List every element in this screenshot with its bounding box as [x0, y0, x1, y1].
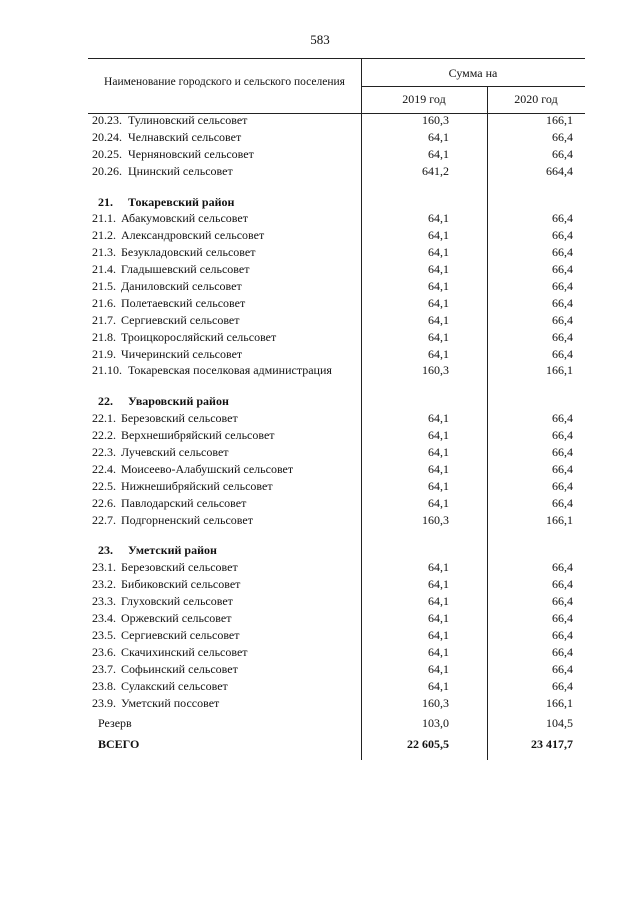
table-row	[88, 261, 585, 278]
value-2019: 64,1	[428, 428, 449, 443]
value-2019: 64,1	[428, 627, 449, 642]
value-2019: 64,1	[428, 461, 449, 476]
settlement-name: Безукладовский сельсовет	[121, 245, 256, 260]
value-2020: 66,4	[552, 129, 573, 144]
value-2019: 64,1	[428, 678, 449, 693]
table-row	[88, 644, 585, 661]
row-number: 23.8.	[92, 678, 116, 693]
value-2019: 64,1	[428, 245, 449, 260]
section-heading-row	[88, 542, 585, 559]
row-number: 20.25.	[92, 146, 122, 161]
value-2019: 64,1	[428, 279, 449, 294]
value-2020: 66,4	[552, 661, 573, 676]
value-2020: 66,4	[552, 445, 573, 460]
settlement-name: Березовский сельсовет	[121, 560, 238, 575]
settlement-name: Сергиевский сельсовет	[121, 627, 240, 642]
settlement-name: Глуховский сельсовет	[121, 594, 233, 609]
row-number: 22.4.	[92, 461, 116, 476]
table-row	[88, 129, 585, 146]
row-number: 21.4.	[92, 262, 116, 277]
row-number: 21.2.	[92, 228, 116, 243]
name-column-header: Наименование городского и сельского поселения	[104, 76, 345, 88]
row-number: 21.6.	[92, 295, 116, 310]
year-2020-header: 2020 год	[514, 92, 558, 106]
settlement-name: Резерв	[98, 716, 132, 731]
row-number: 22.1.	[92, 411, 116, 426]
row-number: 21.9.	[92, 346, 116, 361]
value-2019: 64,1	[428, 594, 449, 609]
value-2020: 66,4	[552, 678, 573, 693]
value-2020: 23 417,7	[531, 737, 573, 752]
settlement-name: Даниловский сельсовет	[121, 279, 242, 294]
table-row	[88, 512, 585, 529]
value-2020: 66,4	[552, 577, 573, 592]
settlement-name: Верхнешибряйский сельсовет	[121, 428, 275, 443]
settlement-name: Уметский район	[128, 543, 217, 558]
table-row	[88, 559, 585, 576]
value-2020: 66,4	[552, 428, 573, 443]
value-2019: 103,0	[422, 716, 449, 731]
settlement-name: Подгорненский сельсовет	[121, 512, 253, 527]
value-2019: 64,1	[428, 346, 449, 361]
row-number: 23.	[98, 543, 113, 558]
settlement-name: Уметский поссовет	[121, 695, 220, 710]
row-number: 21.7.	[92, 312, 116, 327]
settlement-name: Токаревский район	[128, 194, 235, 209]
value-2019: 64,1	[428, 312, 449, 327]
table-row	[88, 478, 585, 495]
table-row	[88, 695, 585, 712]
settlement-name: Тулиновский сельсовет	[128, 113, 248, 127]
value-2020: 66,4	[552, 611, 573, 626]
settlement-name: Сергиевский сельсовет	[121, 312, 240, 327]
value-2019: 64,1	[428, 129, 449, 144]
row-number: 20.24.	[92, 129, 122, 144]
value-2020: 66,4	[552, 262, 573, 277]
table-row	[88, 661, 585, 678]
settlement-name: Абакумовский сельсовет	[121, 211, 248, 226]
value-2020: 664,4	[546, 163, 573, 178]
value-2019: 64,1	[428, 644, 449, 659]
value-2020: 66,4	[552, 461, 573, 476]
section-heading-row	[88, 393, 585, 410]
table-row	[88, 163, 585, 180]
year-2019-header: 2019 год	[402, 92, 446, 106]
table-row	[88, 576, 585, 593]
settlement-name: Челнавский сельсовет	[128, 129, 242, 144]
value-2020: 66,4	[552, 279, 573, 294]
settlement-name: Моисеево-Алабушский сельсовет	[121, 461, 294, 476]
value-2020: 166,1	[546, 512, 573, 527]
row-number: 20.26.	[92, 163, 122, 178]
settlement-name: ВСЕГО	[98, 737, 140, 752]
row-number: 22.	[98, 394, 113, 409]
value-2019: 64,1	[428, 262, 449, 277]
settlement-name: Полетаевский сельсовет	[121, 295, 246, 310]
settlement-name: Сулакский сельсовет	[121, 678, 228, 693]
settlement-name: Лучевский сельсовет	[121, 445, 229, 460]
value-2020: 66,4	[552, 329, 573, 344]
row-number: 21.5.	[92, 279, 116, 294]
settlement-name: Березовский сельсовет	[121, 411, 238, 426]
value-2020: 66,4	[552, 594, 573, 609]
table-row	[88, 610, 585, 627]
settlement-name: Троицкоросляйский сельсовет	[121, 329, 277, 344]
table-row	[88, 312, 585, 329]
value-2020: 66,4	[552, 411, 573, 426]
row-number: 23.9.	[92, 695, 116, 710]
table-row	[88, 112, 585, 129]
row-number: 22.3.	[92, 445, 116, 460]
table-row	[88, 410, 585, 427]
header-top-rule	[88, 58, 585, 59]
value-2019: 160,3	[422, 695, 449, 710]
value-2020: 66,4	[552, 478, 573, 493]
row-number: 22.6.	[92, 495, 116, 510]
page-number: 583	[310, 32, 330, 47]
row-number: 20.23.	[92, 113, 122, 127]
table-row	[88, 627, 585, 644]
row-number: 21.10.	[92, 363, 122, 378]
row-number: 21.	[98, 194, 113, 209]
settlement-name: Бибиковский сельсовет	[121, 577, 241, 592]
row-number: 22.7.	[92, 512, 116, 527]
table-row	[88, 278, 585, 295]
section-heading-row	[88, 194, 585, 211]
table-row	[88, 593, 585, 610]
value-2020: 104,5	[546, 716, 573, 731]
value-2020: 66,4	[552, 495, 573, 510]
value-2019: 64,1	[428, 146, 449, 161]
row-number: 23.6.	[92, 644, 116, 659]
value-2019: 64,1	[428, 445, 449, 460]
settlement-name: Софьинский сельсовет	[121, 661, 238, 676]
value-2019: 64,1	[428, 411, 449, 426]
row-number: 22.5.	[92, 478, 116, 493]
value-2019: 64,1	[428, 577, 449, 592]
row-number: 22.2.	[92, 428, 116, 443]
value-2020: 66,4	[552, 312, 573, 327]
value-2019: 64,1	[428, 329, 449, 344]
table-body	[88, 112, 585, 753]
settlement-name: Токаревская поселковая администрация	[128, 363, 332, 378]
value-2020: 166,1	[546, 113, 573, 127]
value-2020: 66,4	[552, 560, 573, 575]
total-row	[88, 736, 585, 753]
table-row	[88, 329, 585, 346]
table-row	[88, 346, 585, 363]
value-2019: 64,1	[428, 478, 449, 493]
row-number: 23.4.	[92, 611, 116, 626]
settlement-name: Александровский сельсовет	[121, 228, 265, 243]
table-row	[88, 244, 585, 261]
row-number: 21.8.	[92, 329, 116, 344]
row-number: 23.3.	[92, 594, 116, 609]
value-2019: 641,2	[422, 163, 449, 178]
table-row	[88, 678, 585, 695]
value-2019: 64,1	[428, 495, 449, 510]
settlement-name: Павлодарский сельсовет	[121, 495, 247, 510]
table-row	[88, 146, 585, 163]
settlement-name: Нижнешибряйский сельсовет	[121, 478, 273, 493]
row-number: 21.3.	[92, 245, 116, 260]
value-2020: 66,4	[552, 211, 573, 226]
value-2020: 66,4	[552, 346, 573, 361]
table-row	[88, 444, 585, 461]
value-2019: 64,1	[428, 228, 449, 243]
table-row	[88, 210, 585, 227]
settlement-name: Цнинский сельсовет	[128, 163, 233, 178]
value-2020: 66,4	[552, 644, 573, 659]
value-2020: 66,4	[552, 627, 573, 642]
subheader-rule	[361, 86, 585, 87]
table-row	[88, 495, 585, 512]
table-row	[88, 461, 585, 478]
value-2020: 166,1	[546, 695, 573, 710]
row-number: 23.7.	[92, 661, 116, 676]
row-number: 23.5.	[92, 627, 116, 642]
row-number: 23.2.	[92, 577, 116, 592]
value-2020: 66,4	[552, 146, 573, 161]
value-2019: 160,3	[422, 363, 449, 378]
value-2020: 66,4	[552, 245, 573, 260]
value-2020: 166,1	[546, 363, 573, 378]
value-2019: 64,1	[428, 560, 449, 575]
table-row	[88, 362, 585, 379]
settlement-name: Уваровский район	[128, 394, 229, 409]
reserve-row	[88, 715, 585, 732]
value-2019: 64,1	[428, 295, 449, 310]
table-row	[88, 227, 585, 244]
row-number: 23.1.	[92, 560, 116, 575]
settlement-name: Чичеринский сельсовет	[121, 346, 243, 361]
row-number: 21.1.	[92, 211, 116, 226]
table-row	[88, 295, 585, 312]
settlement-name: Черняновский сельсовет	[128, 146, 254, 161]
settlement-name: Гладышевский сельсовет	[121, 262, 250, 277]
value-2019: 22 605,5	[407, 737, 449, 752]
settlement-name: Оржевский сельсовет	[121, 611, 232, 626]
value-2020: 66,4	[552, 295, 573, 310]
settlement-name: Скачихинский сельсовет	[121, 644, 248, 659]
value-2019: 160,3	[422, 512, 449, 527]
value-2019: 160,3	[422, 113, 449, 127]
table-row	[88, 427, 585, 444]
value-2019: 64,1	[428, 611, 449, 626]
value-2019: 64,1	[428, 661, 449, 676]
value-2019: 64,1	[428, 211, 449, 226]
sum-column-header: Сумма на	[448, 66, 498, 80]
value-2020: 66,4	[552, 228, 573, 243]
